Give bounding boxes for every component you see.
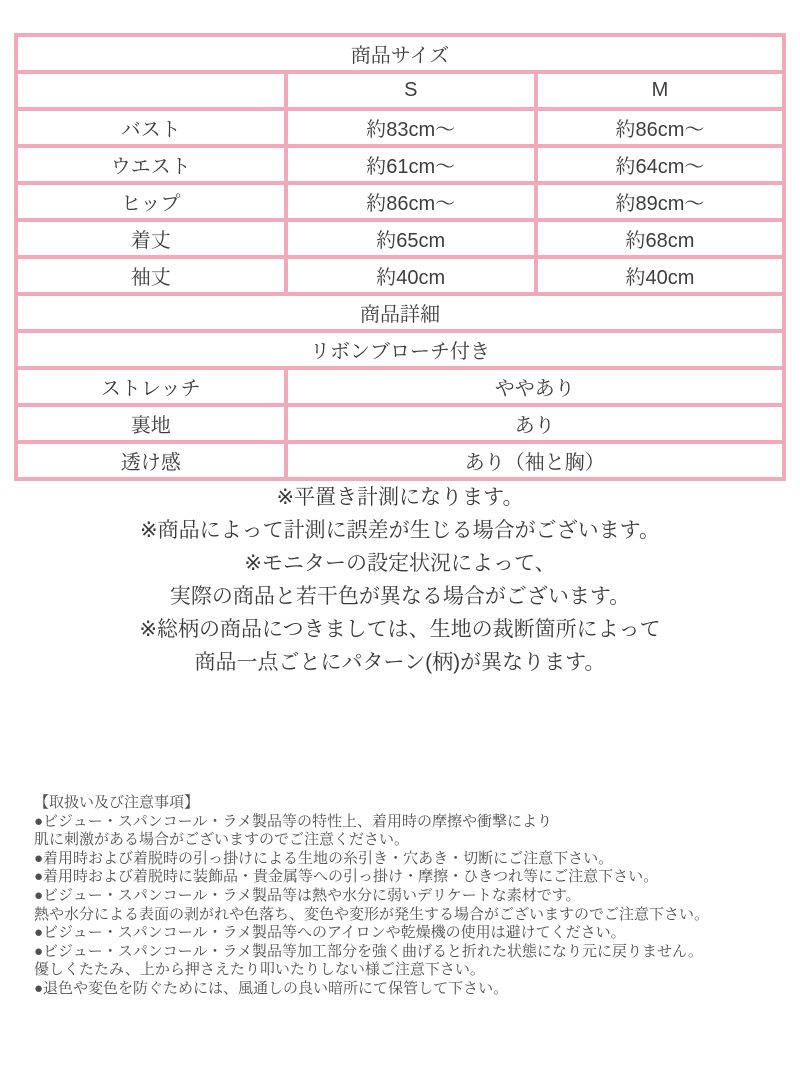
size-header-s: S	[286, 72, 536, 109]
row-label-lining: 裏地	[16, 405, 286, 442]
length-m-value: 約68cm	[536, 220, 784, 257]
table-row	[16, 257, 784, 294]
note-line: ※モニターの設定状況によって、	[244, 552, 556, 575]
row-label-bust: バスト	[16, 109, 286, 146]
care-line: ●ビジュー・スパンコール・ラメ製品等加工部分を強く曲げると折れた状態になり元に戻りません。	[34, 942, 703, 960]
table-row	[16, 183, 784, 220]
sleeve-m-value: 約40cm	[536, 257, 784, 294]
table-row	[16, 72, 784, 109]
note-line: ※総柄の商品につきましては、生地の裁断箇所によって	[139, 618, 661, 641]
detail-note: リボンブローチ付き	[16, 331, 784, 368]
row-label-length: 着丈	[16, 220, 286, 257]
table-row	[16, 146, 784, 183]
size-table-wrap	[14, 33, 786, 481]
handling-cautions	[34, 794, 774, 999]
table-row	[16, 442, 784, 479]
bust-s-value: 約83cm〜	[286, 109, 536, 146]
waist-s-value: 約61cm〜	[286, 146, 536, 183]
care-line: 優しくたたみ、上から押さえたり叩いたりしない様ご注意下さい。	[34, 961, 485, 979]
row-label-waist: ウエスト	[16, 146, 286, 183]
table-title: 商品サイズ	[16, 35, 784, 72]
care-line: ●ビジュー・スパンコール・ラメ製品等は熱や水分に弱いデリケートな素材です。	[34, 886, 581, 904]
care-line: ●ビジュー・スパンコール・ラメ製品等の特性上、着用時の摩擦や衝撃により	[34, 812, 553, 830]
size-header-m: M	[536, 72, 784, 109]
care-line: ●ビジュー・スパンコール・ラメ製品等へのアイロンや乾燥機の使用は避けてください。	[34, 924, 626, 942]
care-line: ●着用時および着脱時に装飾品・貴金属等への引っ掛け・摩擦・ひきつれ等にご注意下さい。	[34, 868, 659, 886]
detail-header: 商品詳細	[16, 294, 784, 331]
care-line: 熱や水分による表面の剥がれや色落ち、変色や変形が発生する場合がございますのでご注意下さい。	[34, 905, 710, 923]
lining-value: あり	[286, 405, 784, 442]
row-label-sheerness: 透け感	[16, 442, 286, 479]
waist-m-value: 約64cm〜	[536, 146, 784, 183]
care-line: ●着用時および着脱時の引っ掛けによる生地の糸引き・穴あき・切断にご注意下さい。	[34, 849, 614, 867]
table-row	[16, 294, 784, 331]
note-line: ※平置き計測になります。	[276, 486, 524, 509]
length-s-value: 約65cm	[286, 220, 536, 257]
care-line: 肌に刺激がある場合がございますのでご注意ください。	[34, 831, 410, 849]
bust-m-value: 約86cm〜	[536, 109, 784, 146]
row-label-sleeve: 袖丈	[16, 257, 286, 294]
sheerness-value: あり（袖と胸）	[286, 442, 784, 479]
table-row	[16, 35, 784, 72]
note-line: ※商品によって計測に誤差が生じる場合がございます。	[140, 519, 660, 542]
table-row	[16, 220, 784, 257]
hip-s-value: 約86cm〜	[286, 183, 536, 220]
note-line: 実際の商品と若干色が異なる場合がございます。	[169, 585, 631, 608]
sleeve-s-value: 約40cm	[286, 257, 536, 294]
row-label-hip: ヒップ	[16, 183, 286, 220]
size-table	[14, 33, 786, 481]
care-line: ●退色や変色を防ぐためには、風通しの良い暗所にて保管して下さい。	[34, 979, 509, 997]
measurement-notes	[0, 481, 800, 679]
table-row	[16, 331, 784, 368]
care-heading: 【取扱い及び注意事項】	[34, 794, 200, 811]
table-row	[16, 405, 784, 442]
stretch-value: ややあり	[286, 368, 784, 405]
size-header-empty-cell	[16, 72, 286, 109]
table-row	[16, 109, 784, 146]
row-label-stretch: ストレッチ	[16, 368, 286, 405]
hip-m-value: 約89cm〜	[536, 183, 784, 220]
note-line: 商品一点ごとにパターン(柄)が異なります。	[194, 651, 606, 674]
table-row	[16, 368, 784, 405]
